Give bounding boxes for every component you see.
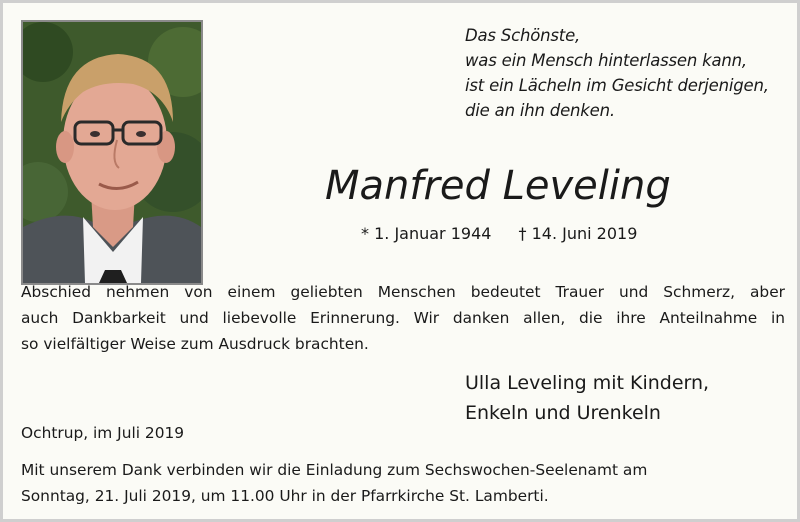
life-dates [361,224,637,243]
birth-date: * 1. Januar 1944 [361,224,492,243]
invitation-line: Mit unserem Dank verbinden wir die Einladung zum Sechswochen-Seelenamt am [21,461,648,479]
message-line: Abschied nehmen von einem geliebten Menschen bedeutet Trauer und Schmerz, aber [21,283,785,301]
invitation-text [21,457,785,509]
family-signature [465,368,709,428]
poem-line: Das Schönste, [465,26,581,45]
portrait-illustration [23,22,201,283]
family-line: Enkeln und Urenkeln [465,402,661,424]
message-line: so vielfältiger Weise zum Ausdruck brachten. [21,335,369,353]
portrait-photo [21,20,203,285]
family-line: Ulla Leveling mit Kindern, [465,372,710,394]
poem-line: die an ihn denken. [465,101,615,120]
place-date: Ochtrup, im Juli 2019 [21,424,185,442]
invitation-line: Sonntag, 21. Juli 2019, um 11.00 Uhr in der Pfarrkirche St. Lamberti. [21,487,549,505]
message-line: auch Dankbarkeit und liebevolle Erinnerung. Wir danken allen, die ihre Anteilnahme in [21,309,785,327]
farewell-message [21,279,785,357]
poem-line: ist ein Lächeln im Gesicht derjenigen, [465,76,769,95]
death-date: † 14. Juni 2019 [518,224,638,243]
poem-line: was ein Mensch hinterlassen kann, [465,51,747,70]
deceased-name: Manfred Leveling [325,163,671,209]
poem [465,23,785,123]
